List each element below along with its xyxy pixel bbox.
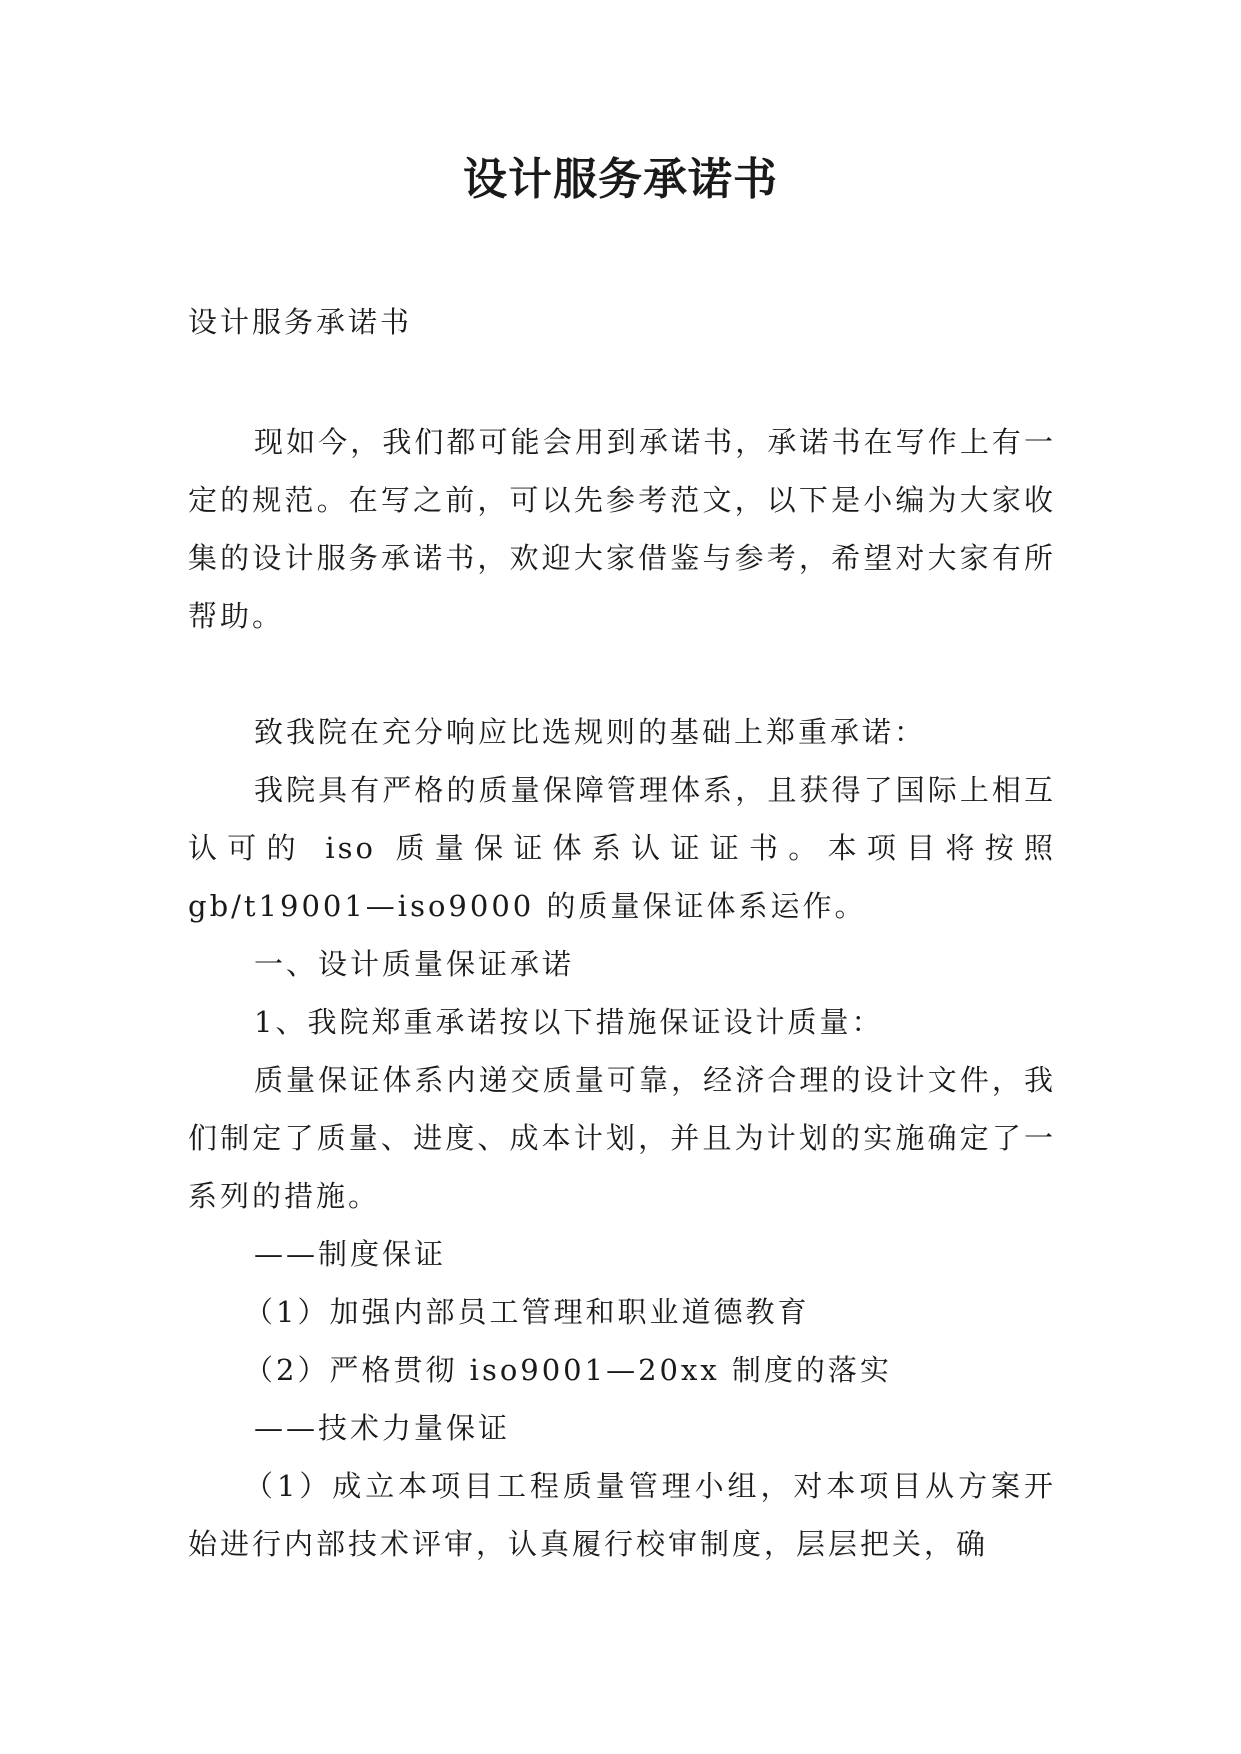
intro-paragraph: 现如今，我们都可能会用到承诺书，承诺书在写作上有一定的规范。在写之前，可以先参考范文，以下是小编为大家收集的设计服务承诺书，欢迎大家借鉴与参考，希望对大家有所帮助。: [188, 425, 1056, 633]
subheading-technical: ——技术力量保证: [254, 1411, 511, 1445]
document-body: [188, 293, 1056, 1573]
list-item: （2）严格贯彻 iso9001—20xx 制度的落实: [244, 1353, 892, 1387]
document-title: 设计服务承诺书: [463, 154, 778, 205]
measures-heading: 1、我院郑重承诺按以下措施保证设计质量：: [254, 1005, 884, 1039]
measures-paragraph: 质量保证体系内递交质量可靠，经济合理的设计文件，我们制定了质量、进度、成本计划，并且为计划的实施确定了一系列的措施。: [188, 1063, 1056, 1213]
subheading-system: ——制度保证: [254, 1237, 447, 1271]
document-subtitle: 设计服务承诺书: [188, 305, 413, 339]
commitment-opening: 致我院在充分响应比选规则的基础上郑重承诺：: [254, 715, 927, 749]
quality-system-paragraph: 我院具有严格的质量保障管理体系，且获得了国际上相互认可的 iso 质量保证体系认证证书。本项目将按照 gb/t19001—iso9000 的质量保证体系运作。: [188, 773, 1056, 923]
list-item: （1）加强内部员工管理和职业道德教育: [244, 1295, 810, 1329]
list-item: （1）成立本项目工程质量管理小组，对本项目从方案开始进行内部技术评审，认真履行校审制度，层层把关，确: [188, 1469, 1056, 1561]
section-heading: 一、设计质量保证承诺: [254, 947, 575, 981]
